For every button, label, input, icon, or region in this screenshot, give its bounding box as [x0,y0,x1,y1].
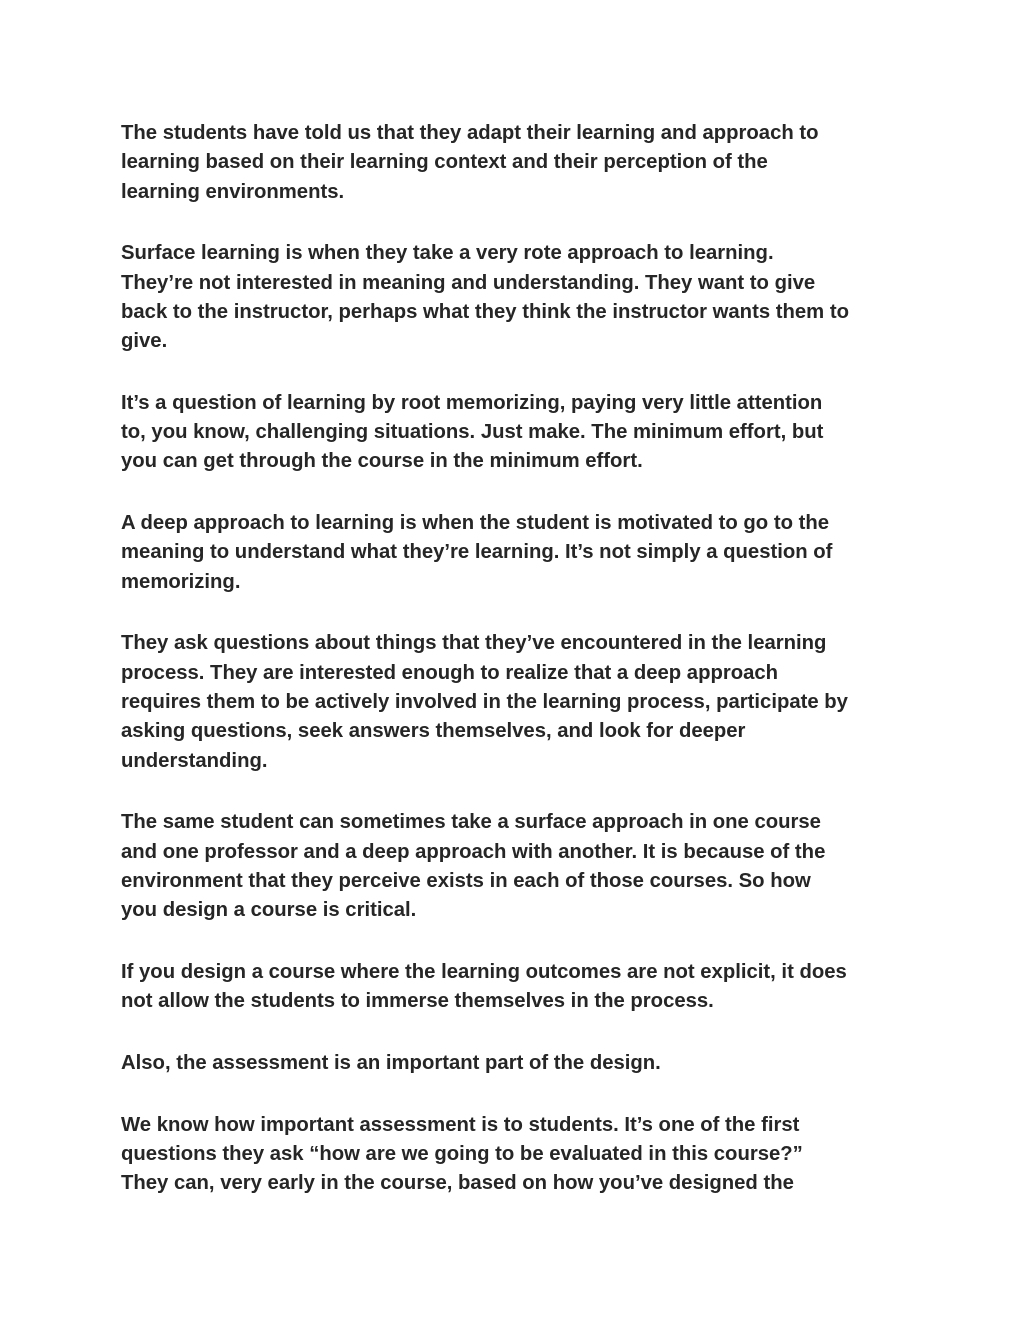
document-body [121,119,911,1231]
paragraph: Also, the assessment is an important part of the design. [121,1051,661,1074]
paragraph: It’s a question of learning by root memorizing, paying very little attention to, you know, challenging situations. Just make. The minimum effort, but you can get through the course in the minimum effort. [121,391,824,473]
paragraph: The students have told us that they adapt their learning and approach to learning based on their learning context and their perception of the learning environments. [121,122,819,203]
paragraph: Surface learning is when they take a very rote approach to learning. They’re not interested in meaning and understanding. They want to give back to the instructor, perhaps what they think the instructor wants them to give. [121,242,849,353]
paragraph: If you design a course where the learning outcomes are not explicit, it does not allow the students to immerse themselves in the process. [121,960,847,1013]
paragraph: We know how important assessment is to students. It’s one of the first questions they ask “how are we going to be evaluated in this course?” They can, very early in the course, based on how you’ve designed the [121,1113,803,1195]
paragraph: A deep approach to learning is when the student is motivated to go to the meaning to understand what they’re learning. It’s not simply a question of memorizing. [121,512,833,593]
paragraph: The same student can sometimes take a surface approach in one course and one professor and a deep approach with another. It is because of the environment that they perceive exists in each of those courses. So how you design a course is critical. [121,811,826,922]
paragraph: They ask questions about things that they’ve encountered in the learning process. They are interested enough to realize that a deep approach requires them to be actively involved in the learning process, participate by asking questions, seek answers themselves, and look for deeper understanding. [121,632,848,772]
